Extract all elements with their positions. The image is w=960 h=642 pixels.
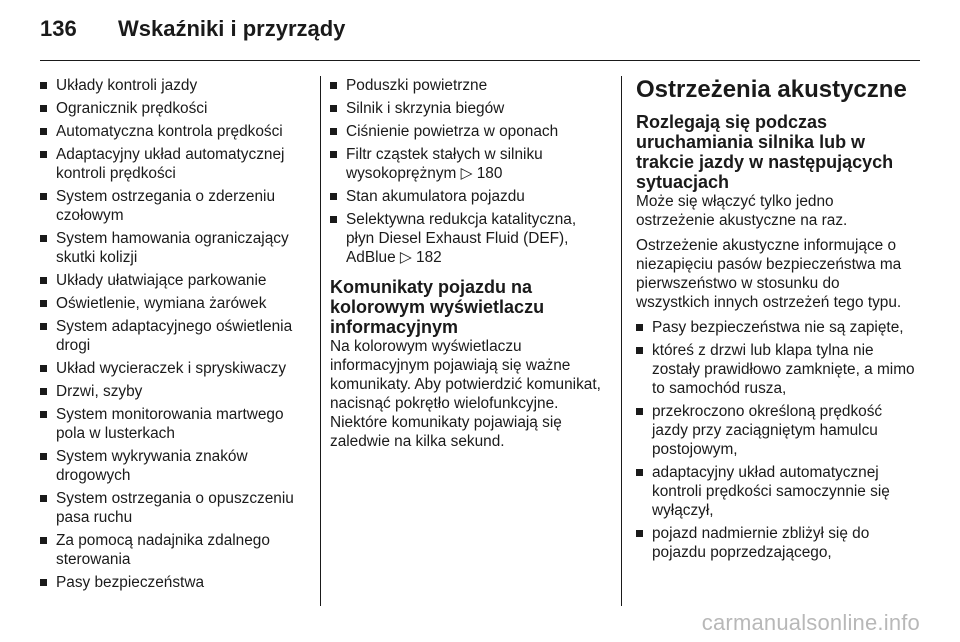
list-item [40, 271, 308, 290]
list-item-text: Silnik i skrzynia biegów [346, 100, 505, 117]
paragraph-color-display: Na kolorowym wyświetlaczu informacyjnym pojawiają się ważne komunikaty. Aby potwierdzić komunikat, nacisnąć pokrętło wielofunkcyjne. Niektóre komunikaty pojawiają się zaledwie na kilka sekund. [330, 338, 601, 450]
list-item [40, 359, 308, 378]
list-item-text: Filtr cząstek stałych w silniku wysokoprężnym [346, 146, 543, 182]
list-item-text: Poduszki powietrzne [346, 77, 488, 94]
header-rule [40, 60, 920, 61]
list-item [330, 76, 602, 95]
list-item-text: Ogranicznik prędkości [56, 100, 208, 117]
list-item-text: Ciśnienie powietrza w oponach [346, 123, 559, 140]
list-item-text: System ostrzegania o zderzeniu czołowym [56, 188, 276, 224]
page-number: 136 [40, 16, 77, 41]
list-item [40, 294, 308, 313]
bullet-square-icon [40, 537, 47, 544]
bullet-square-icon [636, 347, 643, 354]
list-item-text: Selektywna redukcja katalityczna, płyn Diesel Exhaust Fluid (DEF), AdBlue [346, 211, 577, 266]
bullet-square-icon [330, 193, 337, 200]
bullet-square-icon [636, 408, 643, 415]
bullet-list-warning-situations [636, 318, 916, 562]
list-item-text: Oświetlenie, wymiana żarówek [56, 295, 267, 312]
list-item [330, 145, 602, 183]
bullet-square-icon [40, 151, 47, 158]
bullet-square-icon [40, 365, 47, 372]
bullet-square-icon [40, 235, 47, 242]
list-item [330, 210, 602, 267]
page-header [40, 16, 345, 42]
list-item [636, 463, 916, 520]
list-item [40, 447, 308, 485]
list-item-text: Adaptacyjny układ automatycznej kontroli prędkości [56, 146, 285, 182]
list-item [40, 76, 308, 95]
column-2 [330, 76, 602, 451]
page-reference-link[interactable] [461, 165, 503, 182]
page-reference-number: 182 [416, 249, 442, 266]
list-item [40, 99, 308, 118]
bullet-square-icon [330, 105, 337, 112]
bullet-square-icon [40, 453, 47, 460]
list-item-text: Układy kontroli jazdy [56, 77, 198, 94]
bullet-square-icon [40, 411, 47, 418]
list-item [40, 187, 308, 225]
list-item-text: któreś z drzwi lub klapa tylna nie zostały prawidłowo zamknięte, a mimo to samochód rusza, [652, 342, 915, 397]
arrow-reference-icon: ▷ [399, 249, 412, 266]
list-item [636, 341, 916, 398]
list-item [40, 573, 308, 592]
bullet-square-icon [330, 151, 337, 158]
list-item-text: Za pomocą nadajnika zdalnego sterowania [56, 532, 270, 568]
column-divider-2 [621, 76, 622, 606]
column-3 [636, 76, 916, 566]
subheading-color-display-messages: Komunikaty pojazdu na kolorowym wyświetlaczu informacyjnym [330, 277, 545, 337]
bullet-square-icon [40, 579, 47, 586]
list-item [330, 187, 602, 206]
page-reference-number: 180 [476, 165, 503, 182]
list-item [636, 318, 916, 337]
list-item-text: System hamowania ograniczający skutki kolizji [56, 230, 289, 266]
arrow-reference-icon: ▷ [460, 165, 473, 182]
list-item-text: System ostrzegania o opuszczeniu pasa ruchu [56, 490, 294, 526]
list-item [636, 524, 916, 562]
list-item-text: Pasy bezpieczeństwa [56, 574, 204, 591]
list-item [40, 317, 308, 355]
bullet-square-icon [40, 82, 47, 89]
list-item [40, 489, 308, 527]
list-item [40, 531, 308, 569]
column-divider-1 [320, 76, 321, 606]
bullet-square-icon [40, 300, 47, 307]
watermark: carmanualsonline.info [701, 610, 920, 635]
bullet-square-icon [40, 323, 47, 330]
page-reference-link[interactable] [400, 249, 442, 266]
list-item-text: przekroczono określoną prędkość jazdy przy zaciągniętym hamulcu postojowym, [652, 403, 883, 458]
bullet-list-systems [40, 76, 308, 592]
paragraph-seatbelt-priority: Ostrzeżenie akustyczne informujące o niezapięciu pasów bezpieczeństwa ma pierwszeństwo w stosunku do wszystkich innych ostrzeżeń tego typu. [636, 237, 902, 311]
list-item-text: adaptacyjny układ automatycznej kontroli prędkości samoczynnie się wyłączył, [652, 464, 890, 519]
list-item-text: Pasy bezpieczeństwa nie są zapięte, [652, 319, 904, 336]
list-item [40, 122, 308, 141]
bullet-square-icon [636, 469, 643, 476]
list-item-text: Automatyczna kontrola prędkości [56, 123, 283, 140]
bullet-square-icon [330, 82, 337, 89]
list-item [636, 402, 916, 459]
list-item-text: Układ wycieraczek i spryskiwaczy [56, 360, 287, 377]
list-item [40, 382, 308, 401]
bullet-square-icon [40, 193, 47, 200]
bullet-list-systems-continued [330, 76, 602, 267]
section-heading-acoustic-warnings: Ostrzeżenia akustyczne [636, 76, 907, 103]
list-item [40, 145, 308, 183]
column-1 [40, 76, 308, 596]
bullet-square-icon [40, 495, 47, 502]
list-item-text: Stan akumulatora pojazdu [346, 188, 525, 205]
page-title: Wskaźniki i przyrządy [118, 16, 346, 41]
list-item-text: pojazd nadmiernie zbliżył się do pojazdu poprzedzającego, [652, 525, 870, 561]
list-item [330, 99, 602, 118]
list-item [330, 122, 602, 141]
bullet-square-icon [330, 128, 337, 135]
list-item-text: Układy ułatwiające parkowanie [56, 272, 267, 289]
bullet-square-icon [40, 128, 47, 135]
bullet-square-icon [636, 530, 643, 537]
list-item-text: Drzwi, szyby [56, 383, 143, 400]
subheading-warning-situations: Rozlegają się podczas uruchamiania silnika lub w trakcie jazdy w następujących sytuacjach [636, 112, 894, 192]
bullet-square-icon [40, 277, 47, 284]
list-item-text: System wykrywania znaków drogowych [56, 448, 248, 484]
paragraph-single-warning: Może się włączyć tylko jedno ostrzeżenie akustyczne na raz. [636, 193, 848, 229]
list-item-text: System adaptacyjnego oświetlenia drogi [56, 318, 293, 354]
bullet-square-icon [40, 388, 47, 395]
bullet-square-icon [40, 105, 47, 112]
bullet-square-icon [636, 324, 643, 331]
list-item [40, 229, 308, 267]
list-item [40, 405, 308, 443]
list-item-text: System monitorowania martwego pola w lusterkach [56, 406, 284, 442]
bullet-square-icon [330, 216, 337, 223]
